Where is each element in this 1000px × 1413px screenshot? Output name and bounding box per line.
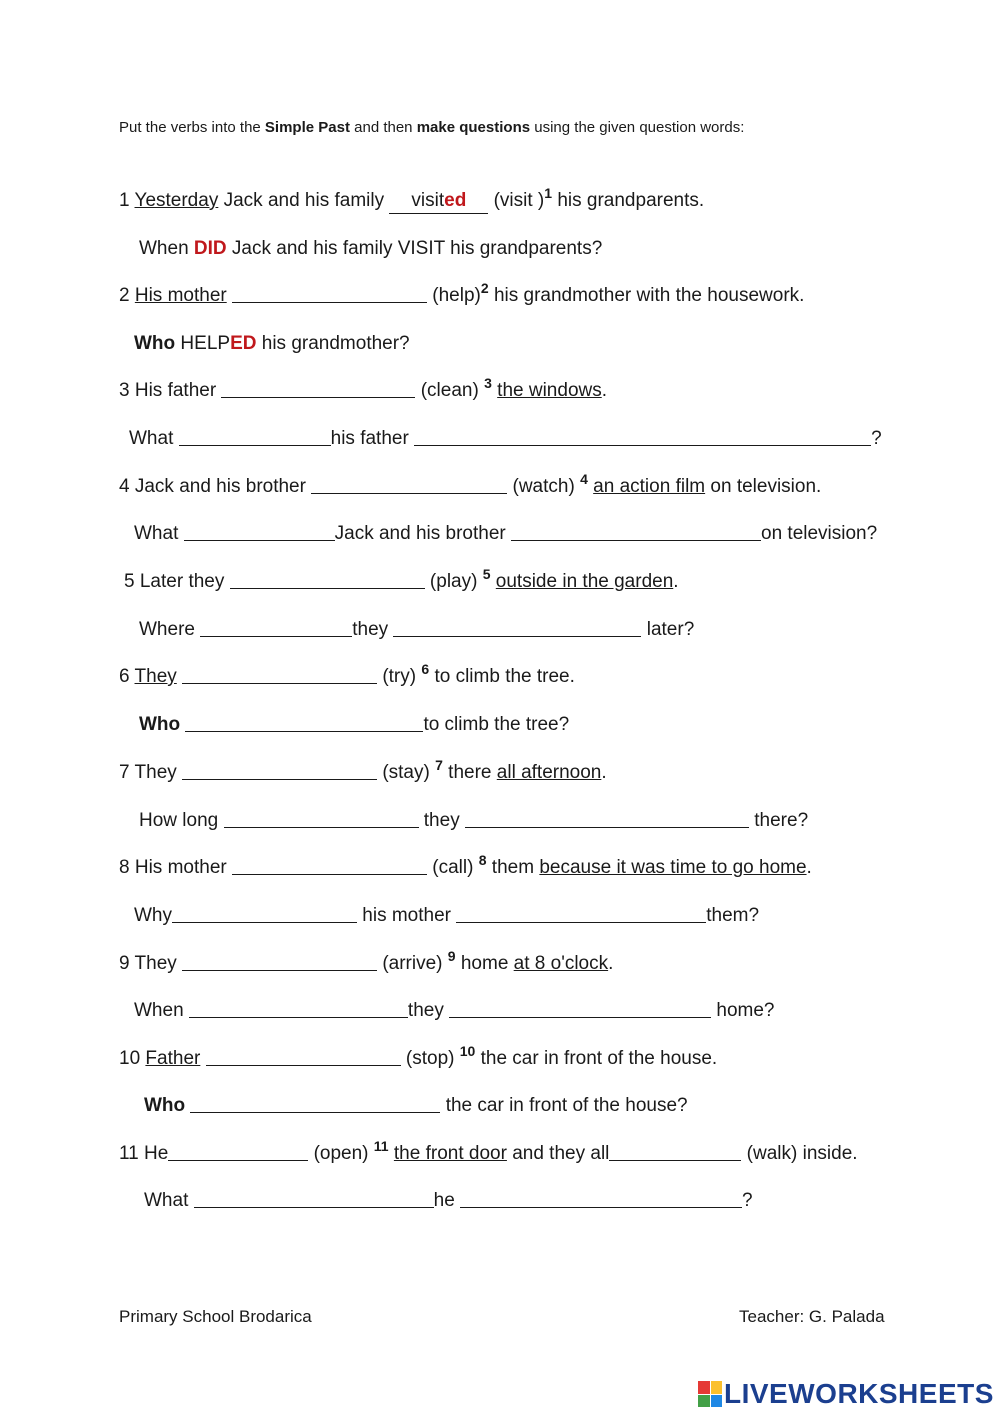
item-7: 7 They (stay) $^7$ there all afternoon. <box>119 757 607 783</box>
footer-teacher: Teacher: G. Palada <box>739 1307 885 1326</box>
item-11: 11 He (open) $^{11}$ the front door and they all (walk) inside. <box>119 1138 858 1164</box>
question-4-blank-a[interactable] <box>184 522 335 541</box>
item-5: 5 Later they (play) $^5$ outside in the garden. <box>124 566 679 592</box>
answer-7-blank[interactable] <box>182 761 377 780</box>
question-9: When they home? <box>134 1000 775 1021</box>
answer-6-blank[interactable] <box>182 665 377 684</box>
question-11-blank-b[interactable] <box>460 1189 742 1208</box>
answer-11-blank-b[interactable] <box>609 1142 741 1161</box>
question-8: Why his mother them? <box>134 905 760 926</box>
question-10-blank[interactable] <box>190 1094 440 1113</box>
instruction: Put the verbs into the Simple Past and then make questions using the given question words: <box>119 119 745 136</box>
item-1: 1 Yesterday Jack and his family visited (visit )$^1$ his grandparents. <box>119 189 704 214</box>
question-5: Where they later? <box>139 619 695 640</box>
question-9-blank-a[interactable] <box>189 999 408 1018</box>
question-9-blank-b[interactable] <box>449 999 711 1018</box>
answer-5-blank[interactable] <box>230 570 425 589</box>
question-4-blank-b[interactable] <box>511 522 761 541</box>
question-3-blank-b[interactable] <box>414 427 871 446</box>
question-7: How long they there? <box>139 810 809 831</box>
item-10: 10 Father (stop) $^{10}$ the car in front of the house. <box>119 1043 718 1069</box>
footer-school: Primary School Brodarica <box>119 1307 312 1326</box>
item-4: 4 Jack and his brother (watch) $^4$ an action film on television. <box>119 471 822 497</box>
item-6: 6 They (try) $^6$ to climb the tree. <box>119 661 575 687</box>
question-8-blank-a[interactable] <box>172 904 357 923</box>
question-11-blank-a[interactable] <box>194 1189 434 1208</box>
item-2: 2 His mother (help)$^2$ his grandmother with the housework. <box>119 280 805 306</box>
question-3: What his father ? <box>129 428 882 449</box>
liveworksheets-logo <box>698 1378 994 1410</box>
question-1: When DID Jack and his family VISIT his grandparents? <box>139 238 603 259</box>
logo-mark-icon <box>698 1381 722 1407</box>
answer-8-blank[interactable] <box>232 856 427 875</box>
answer-9-blank[interactable] <box>182 952 377 971</box>
question-7-blank-a[interactable] <box>224 809 419 828</box>
question-6: Who to climb the tree? <box>139 714 570 735</box>
item-9: 9 They (arrive) $^9$ home at 8 o'clock. <box>119 948 614 974</box>
answer-11-blank-a[interactable] <box>168 1142 308 1161</box>
answer-4-blank[interactable] <box>311 475 507 494</box>
question-4: What Jack and his brother on television? <box>134 523 878 544</box>
answer-3-blank[interactable] <box>221 379 415 398</box>
question-11: What he ? <box>144 1190 753 1211</box>
question-10: Who the car in front of the house? <box>144 1095 688 1116</box>
question-8-blank-b[interactable] <box>456 904 706 923</box>
question-6-blank[interactable] <box>185 713 423 732</box>
answer-1-blank[interactable]: visited <box>389 189 488 214</box>
answer-2-blank[interactable] <box>232 284 427 303</box>
question-5-blank-a[interactable] <box>200 618 352 637</box>
question-7-blank-b[interactable] <box>465 809 749 828</box>
question-5-blank-b[interactable] <box>393 618 641 637</box>
question-2: Who HELPED his grandmother? <box>134 333 410 354</box>
answer-10-blank[interactable] <box>206 1047 401 1066</box>
question-3-blank-a[interactable] <box>179 427 331 446</box>
logo-text: LIVEWORKSHEETS <box>724 1378 994 1409</box>
item-3: 3 His father (clean) $^3$ the windows. <box>119 375 608 401</box>
item-8: 8 His mother (call) $^8$ them because it was time to go home. <box>119 852 812 878</box>
